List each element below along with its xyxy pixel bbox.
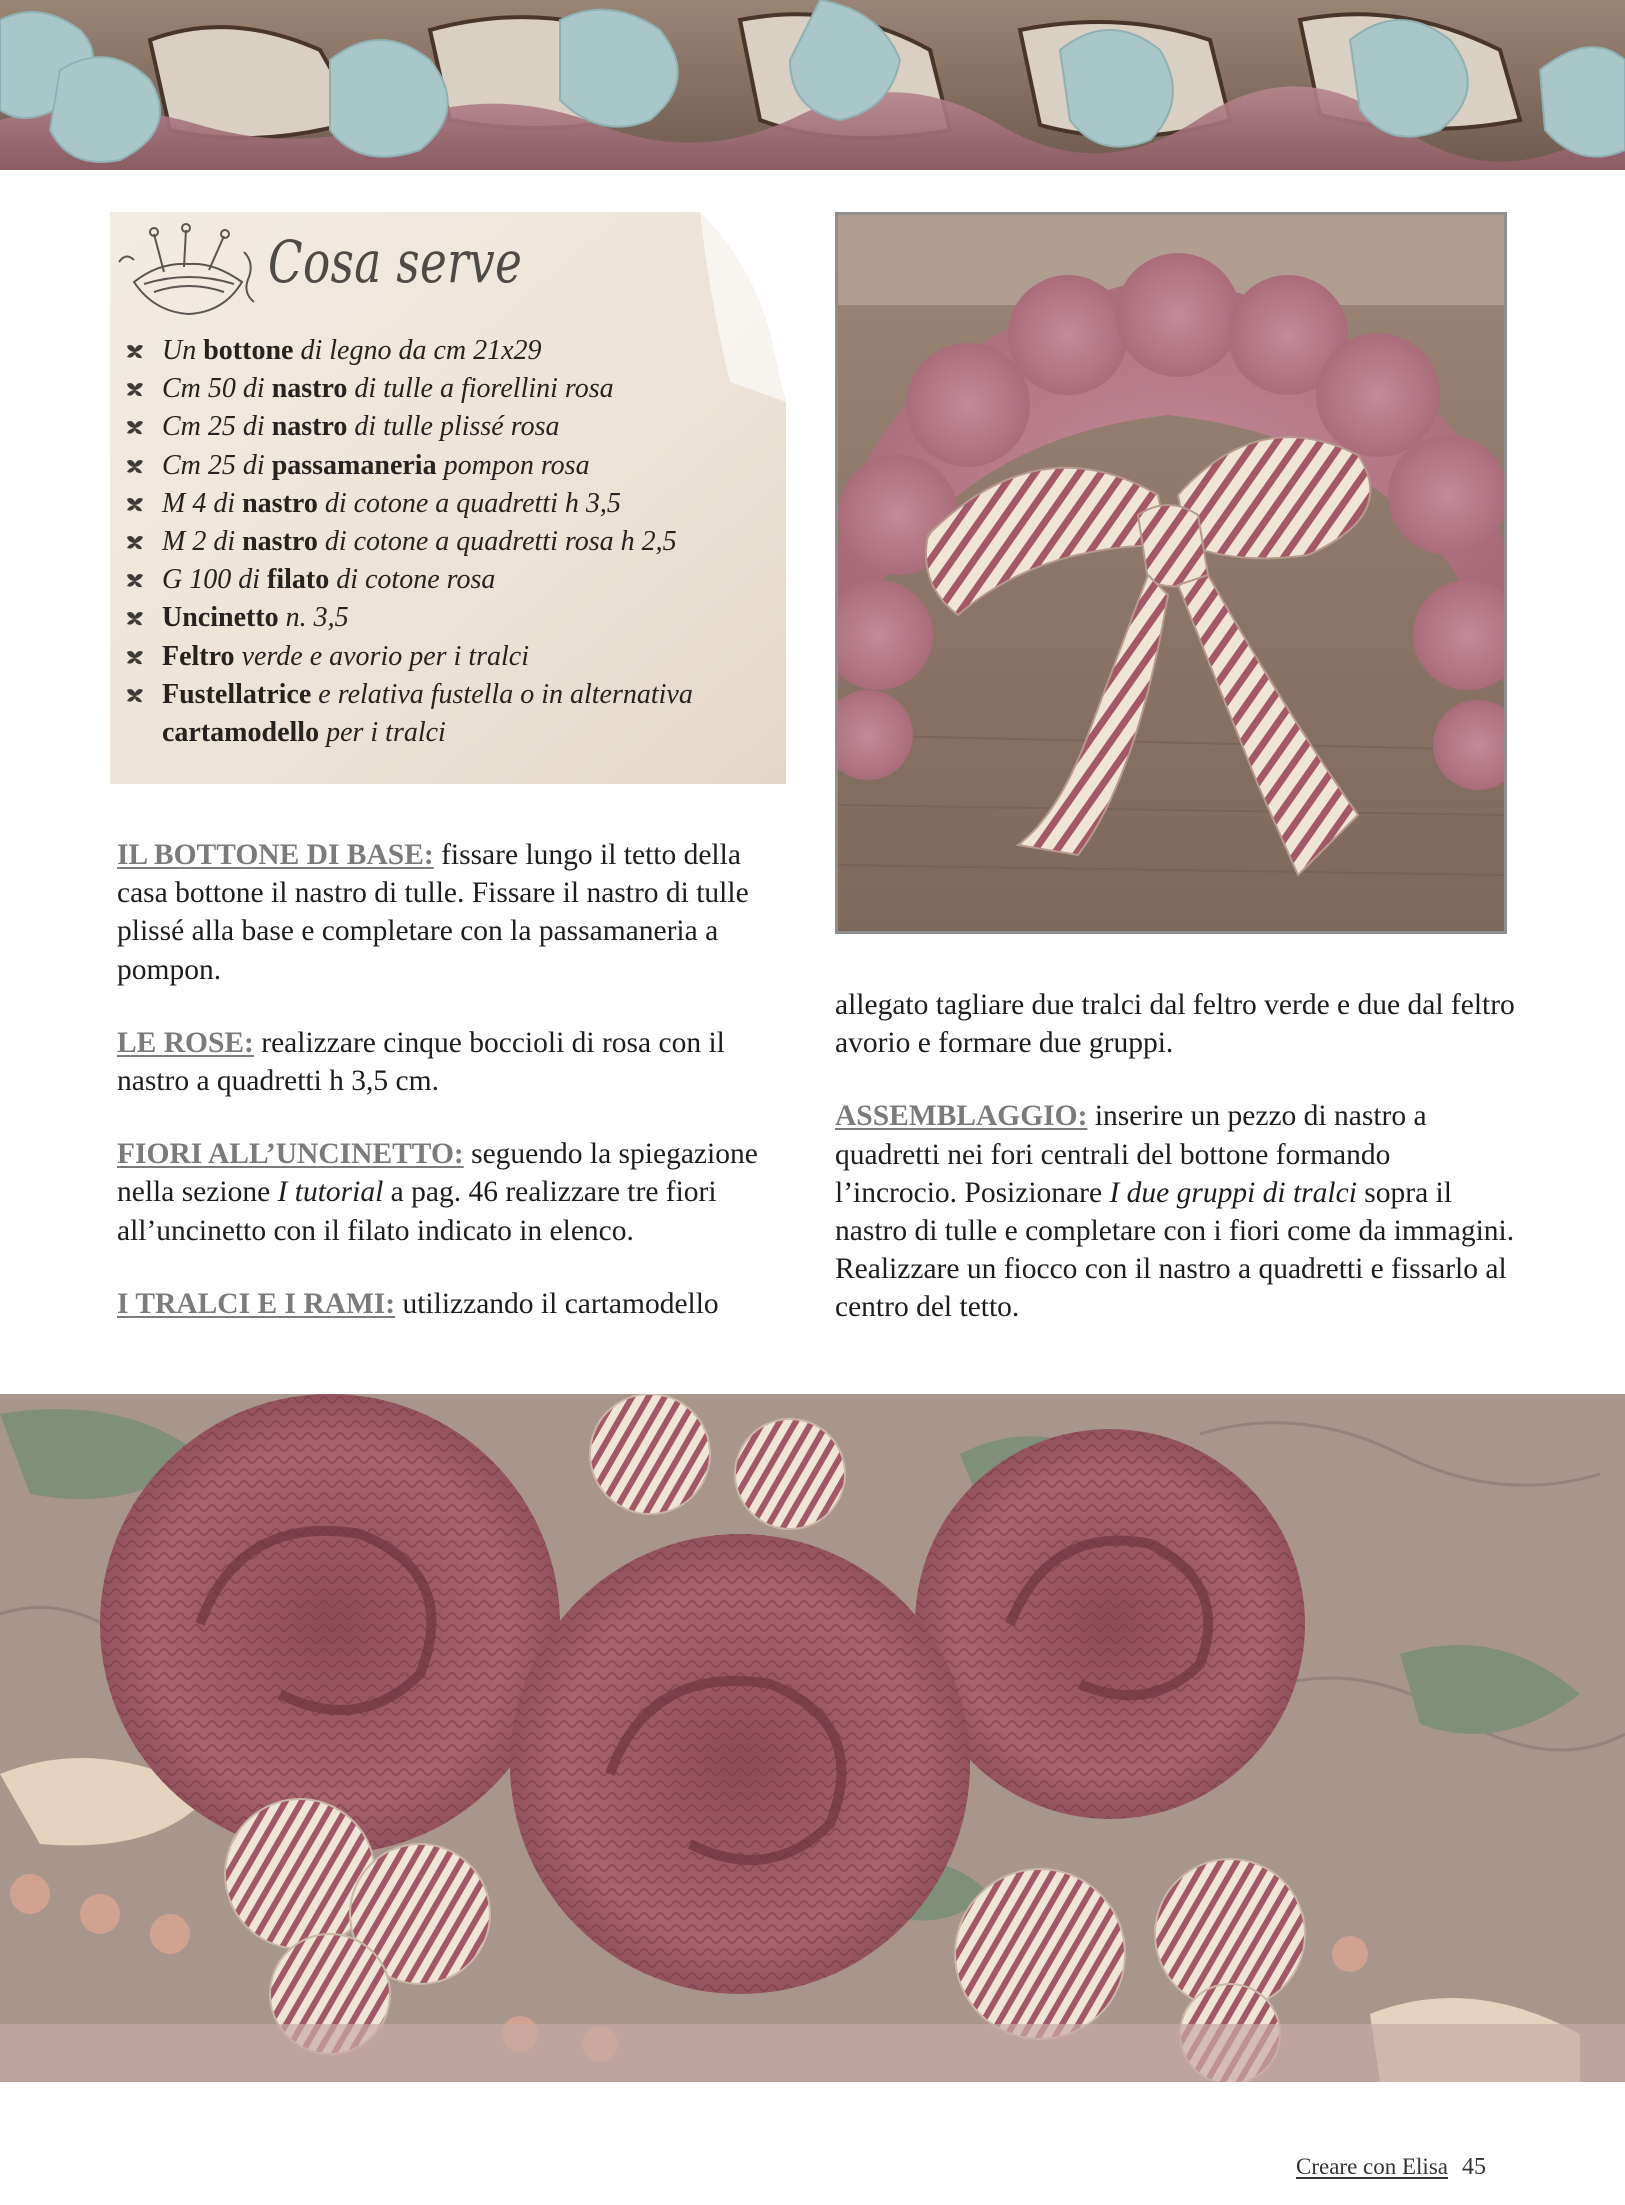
instructions-left-column [117, 836, 797, 1358]
materials-item-text: e relativa fustella o in alternativa [311, 678, 693, 710]
materials-item-keyword: bottone [203, 335, 294, 366]
roses-photo [0, 1394, 1625, 2082]
leaf-bullet-icon [126, 649, 144, 665]
text-crochet-before: seguendo la spiegazione nella sezione [117, 1138, 758, 1209]
materials-item [126, 447, 786, 485]
materials-item-text: Cm 25 di [162, 411, 272, 443]
section-crochet [117, 1135, 797, 1250]
bow-photo [835, 212, 1507, 934]
leaf-bullet-icon [126, 458, 144, 474]
section-base [117, 836, 797, 989]
materials-item-text: Un [162, 335, 204, 366]
materials-item-keyword: Uncinetto [162, 602, 279, 634]
leaf-bullet-icon [126, 496, 144, 512]
materials-item-text: Cm 50 di [162, 373, 272, 405]
section-assembly [835, 1097, 1515, 1250]
materials-item-keyword: nastro [271, 411, 348, 443]
materials-item-text: Cm 25 di [162, 449, 272, 481]
materials-list [126, 332, 786, 752]
materials-item-keyword: nastro [271, 373, 348, 405]
materials-item-keyword: filato [267, 564, 330, 596]
leaf-bullet-icon [126, 534, 144, 550]
page-number: 45 [1461, 2154, 1486, 2180]
materials-title: Cosa serve [268, 228, 523, 296]
materials-item-text: n. 3,5 [278, 602, 349, 634]
materials-item-keyword: nastro [242, 526, 318, 558]
heading-roses: LE ROSE: [117, 1026, 254, 1059]
materials-item [126, 599, 786, 637]
magazine-name: Creare con Elisa [1296, 2154, 1448, 2179]
text-base: fissare lungo il tetto della casa bottone il nastro di tulle. Fissare il nastro di tulle plissé alla base e completare con la passamaneria a pompon. [117, 839, 749, 986]
materials-item-text: M 4 di [162, 487, 243, 519]
materials-item-keyword: cartamodello [162, 717, 320, 749]
text-branches: utilizzando il cartamodello [395, 1287, 719, 1320]
materials-item-keyword: passamaneria [271, 449, 437, 481]
text-assembly-before: inserire un pezzo di nastro a quadretti nei fori centrali del bottone formando l’incrocio. Posizionare [835, 1100, 1427, 1209]
leaf-bullet-icon [126, 687, 144, 703]
materials-item-text: per i tralci [319, 717, 446, 749]
heading-assembly: ASSEMBLAGGIO: [835, 1100, 1088, 1133]
materials-item [126, 676, 786, 752]
text-assembly-line2: Realizzare un fiocco con il nastro a quadretti e fissarlo al centro del tetto. [835, 1253, 1507, 1324]
materials-item-text: pompon rosa [436, 449, 590, 481]
text-branches-continuation: allegato tagliare due tralci dal feltro verde e due dal feltro avorio e formare due gruppi. [835, 989, 1515, 1060]
heading-branches: I TRALCI E I RAMI: [117, 1287, 396, 1320]
materials-item-text: di cotone a quadretti h 3,5 [317, 487, 621, 519]
materials-item-keyword: Feltro [162, 640, 235, 672]
materials-item [126, 370, 786, 408]
materials-item-keyword: Fustellatrice [162, 678, 312, 710]
section-roses [117, 1024, 797, 1100]
materials-item [126, 523, 786, 561]
materials-item-text: M 2 di [162, 526, 243, 558]
materials-item-text: G 100 di [162, 564, 267, 596]
heading-crochet: FIORI ALL’UNCINETTO: [117, 1138, 464, 1171]
materials-item [126, 485, 786, 523]
materials-item-text: di legno da cm 21x29 [293, 335, 542, 366]
materials-item [126, 561, 786, 599]
materials-item-keyword: nastro [242, 487, 318, 519]
text-roses: realizzare cinque boccioli di rosa con il nastro a quadretti h 3,5 cm. [117, 1026, 725, 1098]
pincushion-icon [114, 222, 264, 322]
materials-item [126, 408, 786, 446]
materials-item-text: verde e avorio per i tralci [234, 640, 529, 672]
text-assembly-after: sopra il nastro di tulle e completare con i fiori come da immagini. [835, 1176, 1515, 1248]
materials-item-text: di tulle plissé rosa [347, 411, 560, 443]
top-decorative-photo [0, 0, 1625, 170]
text-assembly-italic: I due gruppi di tralci [1109, 1176, 1357, 1209]
materials-item-text: di tulle a fiorellini rosa [347, 373, 614, 405]
section-branches [117, 1285, 797, 1323]
text-crochet-after: a pag. 46 realizzare tre fiori all’uncinetto con il filato indicato in elenco. [117, 1176, 717, 1247]
leaf-bullet-icon [126, 381, 144, 397]
text-crochet-italic: I tutorial [277, 1176, 384, 1209]
materials-item [126, 332, 786, 370]
materials-item-text: di cotone rosa [329, 564, 496, 596]
leaf-bullet-icon [126, 572, 144, 588]
leaf-bullet-icon [126, 610, 144, 626]
heading-base: IL BOTTONE DI BASE: [117, 839, 434, 871]
instructions-right-column [835, 986, 1515, 1362]
page-footer [1296, 2154, 1486, 2181]
materials-item [126, 638, 786, 676]
materials-item-text: di cotone a quadretti rosa h 2,5 [317, 526, 677, 558]
leaf-bullet-icon [126, 419, 144, 435]
leaf-bullet-icon [126, 343, 144, 359]
